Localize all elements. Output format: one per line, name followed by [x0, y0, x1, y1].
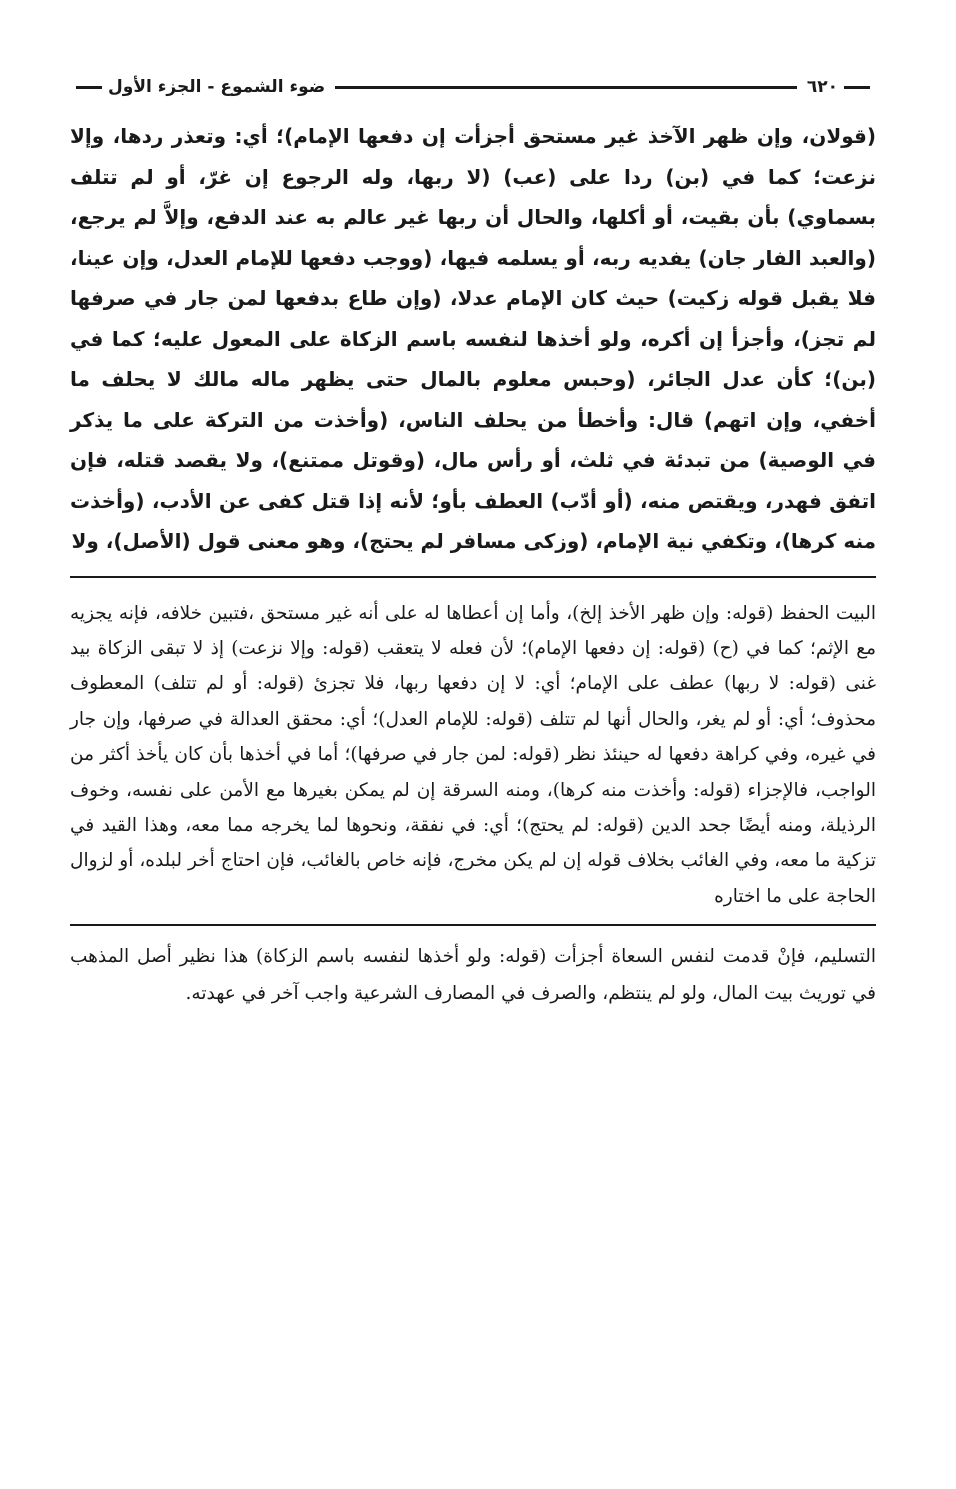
header-dash-left: [76, 86, 102, 89]
continuation-block: [70, 938, 876, 1012]
running-header: [70, 72, 876, 102]
page-number: ٦٢٠: [806, 77, 838, 97]
text-separator-rule: [70, 576, 876, 578]
header-rule: [335, 86, 797, 89]
continuation-paragraph: التسليم، فإنْ قدمت لنفس السعاة أجزأت (قوله: ولو أخذها لنفسه باسم الزكاة) هذا نظير أصل المذهب في توريث بيت المال، ولو لم ينتظم، والصرف في المصارف الشرعية واجب آخر في عهدته.: [70, 946, 876, 1005]
commentary-block: [70, 596, 876, 915]
main-text-paragraph: (قولان، وإن ظهر الآخذ غير مستحق أجزأت إن دفعها الإمام)؛ أي: وتعذر ردها، وإلا نزعت؛ كما في (بن) ردا على (عب) (لا ربها، وله الرجوع إن غرّ، أو لم تتلف بسماوي) بأن بقيت، أو أكلها، والحال أن ربها غير عالم به عند الدفع، وإلاَّ لم يرجع، (والعبد الفار جان) يفديه ربه، أو يسلمه فيها، (ووجب دفعها للإمام العدل، وإن عينا، فلا يقبل قوله زكيت) حيث كان الإمام عدلا، (وإن طاع بدفعها لمن جار في صرفها لم تجز)، وأجزأ إن أكره، ولو أخذها لنفسه باسم الزكاة على المعول عليه؛ كما في (بن)؛ كأن عدل الجائر، (وحبس معلوم بالمال حتى يظهر ماله مالك لا يحلف ما أخفي، وإن اتهم) قال: وأخطأ من يحلف الناس، (وأخذت من التركة على ما يذكر في الوصية) من تبدئة في ثلث، أو رأس مال، (وقوتل ممتنع)، ولا يقصد قتله، فإن اتفق فهدر، ويقتص منه، (أو أدّب) العطف بأو؛ لأنه إذا قتل كفى عن الأدب، (وأخذت منه كرها)، وتكفي نية الإمام، (وزكى مسافر لم يحتج)، وهو معنى قول (الأصل)، ولا: [70, 124, 876, 553]
commentary-paragraph: البيت الحفظ (قوله: وإن ظهر الأخذ إلخ)، وأما إن أعطاها له على أنه غير مستحق ،فتبين خلافه، فإنه يجزيه مع الإثم؛ كما في (ح) (قوله: إن دفعها الإمام)؛ لأن فعله لا يتعقب (قوله: وإلا نزعت) إذ لا تبقى الزكاة بيد غنى (قوله: لا ربها) عطف على الإمام؛ أي: لا إن دفعها ربها، فلا تجزئ (قوله: أو لم تتلف) المعطوف محذوف؛ أي: أو لم يغر، والحال أنها لم تتلف (قوله: للإمام العدل)؛ أي: محقق العدالة في صرفها، وإن جار في غيره، وفي كراهة دفعها له حينئذ نظر (قوله: لمن جار في صرفها)؛ أما في أخذها بأن كان يأخذ أكثر من الواجب، فالإجزاء (قوله: وأخذت منه كرها)، ومنه السرقة إن لم يمكن بغيرها مع الأمن على نفسه، وخوف الرذيلة، ومنه أيضًا جحد الدين (قوله: لم يحتج)؛ أي: في نفقة، ونحوها لما يخرجه مما معه، وهذا القيد في تزكية ما معه، وفي الغائب بخلاف قوله إن لم يكن مخرج، فإنه خاص بالغائب، فإن احتاج أخر لبلده، أو لزوال الحاجة على ما اختاره: [70, 602, 876, 907]
page: [70, 72, 876, 1012]
running-title: ضوء الشموع - الجزء الأول: [108, 77, 326, 97]
main-text-block: [70, 116, 876, 562]
commentary-separator-rule: [70, 924, 876, 926]
header-dash-right: [844, 86, 870, 89]
